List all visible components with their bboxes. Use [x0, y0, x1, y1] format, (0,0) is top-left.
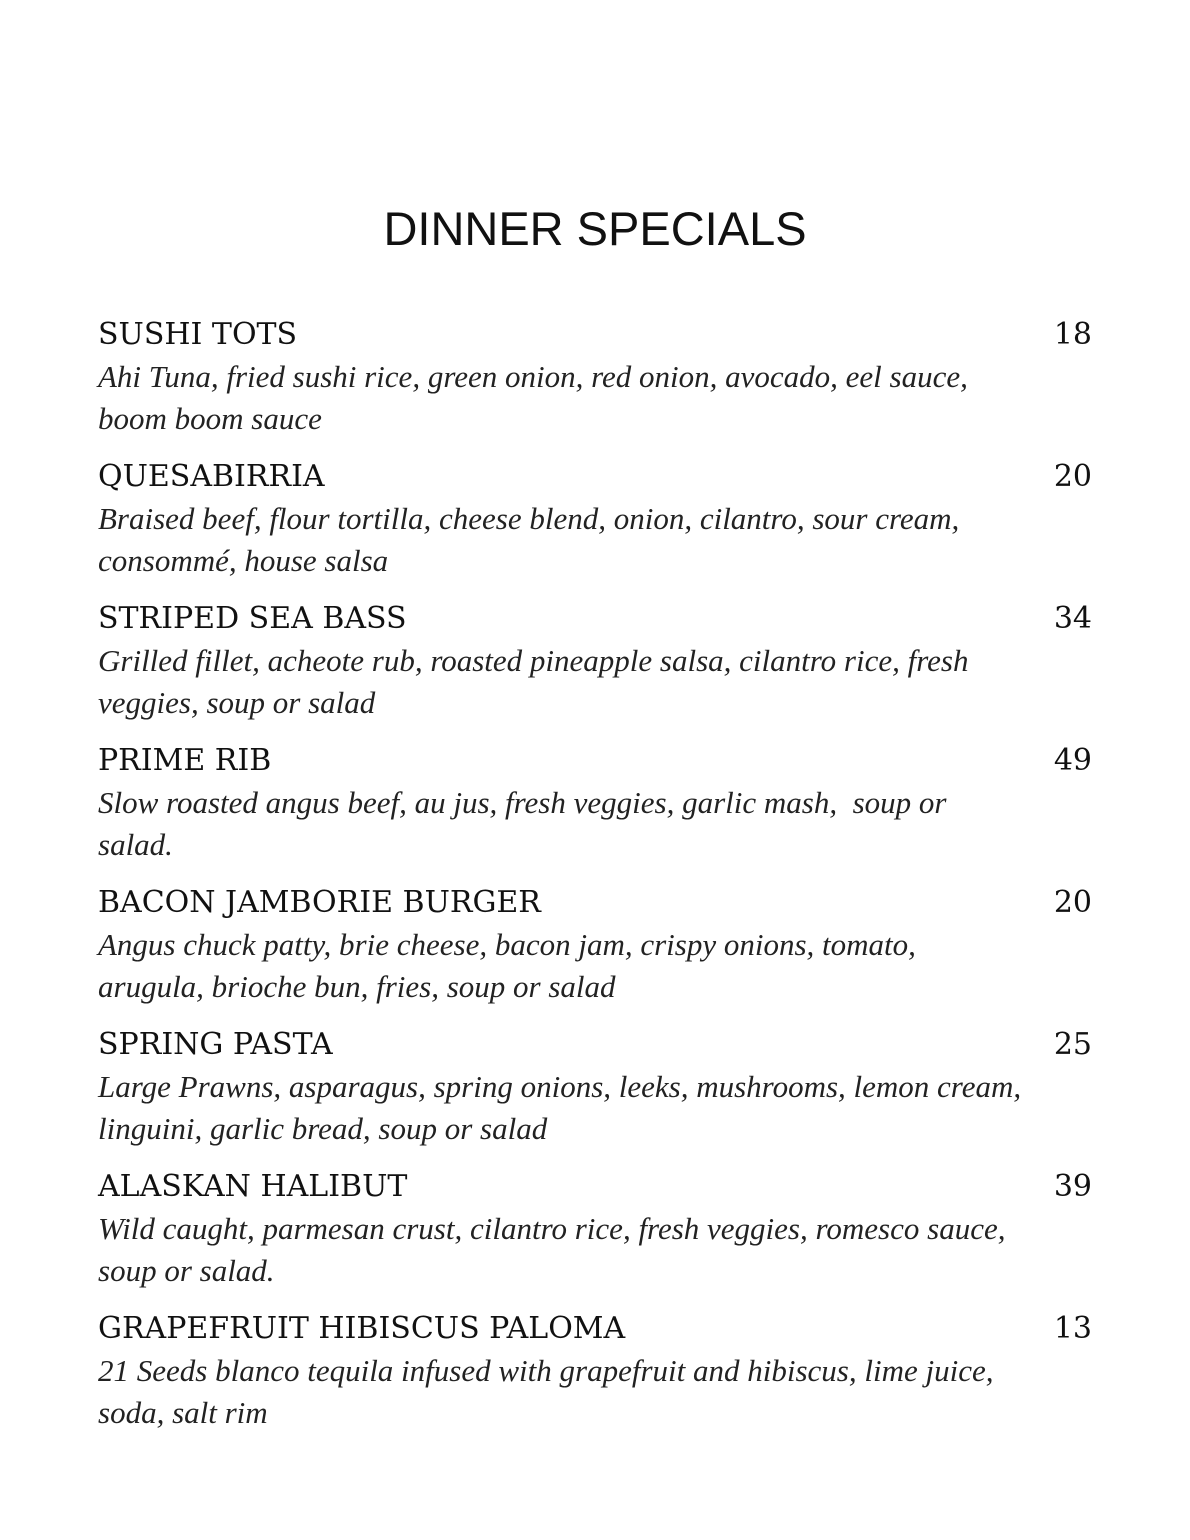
menu-item-name: QUESABIRRIA [98, 459, 325, 494]
menu-item-header [98, 314, 1092, 356]
menu-item-spring-pasta [98, 1024, 1092, 1150]
menu-item-description: Angus chuck patty, brie cheese, bacon jam, crispy onions, tomato, arugula, brioche bun, fries, soup or salad [98, 927, 924, 1004]
menu-item-header [98, 1166, 1092, 1208]
menu-item-price: 13 [1053, 1311, 1092, 1346]
menu-item-price: 39 [1053, 1169, 1092, 1204]
menu-item-price: 49 [1053, 743, 1092, 778]
menu-item-description: Large Prawns, asparagus, spring onions, leeks, mushrooms, lemon cream, linguini, garlic bread, soup or salad [98, 1069, 1029, 1146]
menu-item-alaskan-halibut [98, 1166, 1092, 1292]
page-title: DINNER SPECIALS [383, 202, 807, 256]
menu-item-quesabirria [98, 456, 1092, 582]
menu-item-sushi-tots [98, 314, 1092, 440]
menu-item-name: GRAPEFRUIT HIBISCUS PALOMA [98, 1311, 626, 1346]
menu-item-prime-rib [98, 740, 1092, 866]
menu-item-header [98, 1308, 1092, 1350]
menu-item-description: Wild caught, parmesan crust, cilantro rice, fresh veggies, romesco sauce, soup or salad. [98, 1211, 1014, 1288]
menu-item-description: 21 Seeds blanco tequila infused with grapefruit and hibiscus, lime juice, soda, salt rim [98, 1353, 1002, 1430]
menu-item-description: Braised beef, flour tortilla, cheese blend, onion, cilantro, sour cream, consommé, house salsa [98, 501, 968, 578]
menu-item-striped-sea-bass [98, 598, 1092, 724]
menu-item-name: ALASKAN HALIBUT [98, 1169, 408, 1204]
menu-item-name: STRIPED SEA BASS [98, 601, 407, 636]
menu-item-header [98, 598, 1092, 640]
menu-item-header [98, 456, 1092, 498]
menu-item-description: Grilled fillet, acheote rub, roasted pineapple salsa, cilantro rice, fresh veggies, soup or salad [98, 643, 977, 720]
menu-item-price: 34 [1053, 601, 1092, 636]
menu-item-name: BACON JAMBORIE BURGER [98, 885, 541, 920]
menu-item-price: 20 [1053, 459, 1092, 494]
menu-item-header [98, 740, 1092, 782]
menu-item-price: 20 [1053, 885, 1092, 920]
menu-item-header [98, 1024, 1092, 1066]
menu-list [98, 314, 1092, 1450]
menu-item-price: 18 [1053, 317, 1092, 352]
menu-item-header [98, 882, 1092, 924]
menu-item-name: SUSHI TOTS [98, 317, 298, 352]
menu-item-description: Slow roasted angus beef, au jus, fresh veggies, garlic mash, soup or salad. [98, 785, 955, 862]
menu-item-bacon-jamborie-burger [98, 882, 1092, 1008]
menu-item-name: SPRING PASTA [98, 1027, 333, 1062]
menu-item-price: 25 [1053, 1027, 1092, 1062]
menu-item-description: Ahi Tuna, fried sushi rice, green onion, red onion, avocado, eel sauce, boom boom sauce [98, 359, 976, 436]
menu-item-name: PRIME RIB [98, 743, 272, 778]
menu-item-grapefruit-hibiscus-paloma [98, 1308, 1092, 1434]
